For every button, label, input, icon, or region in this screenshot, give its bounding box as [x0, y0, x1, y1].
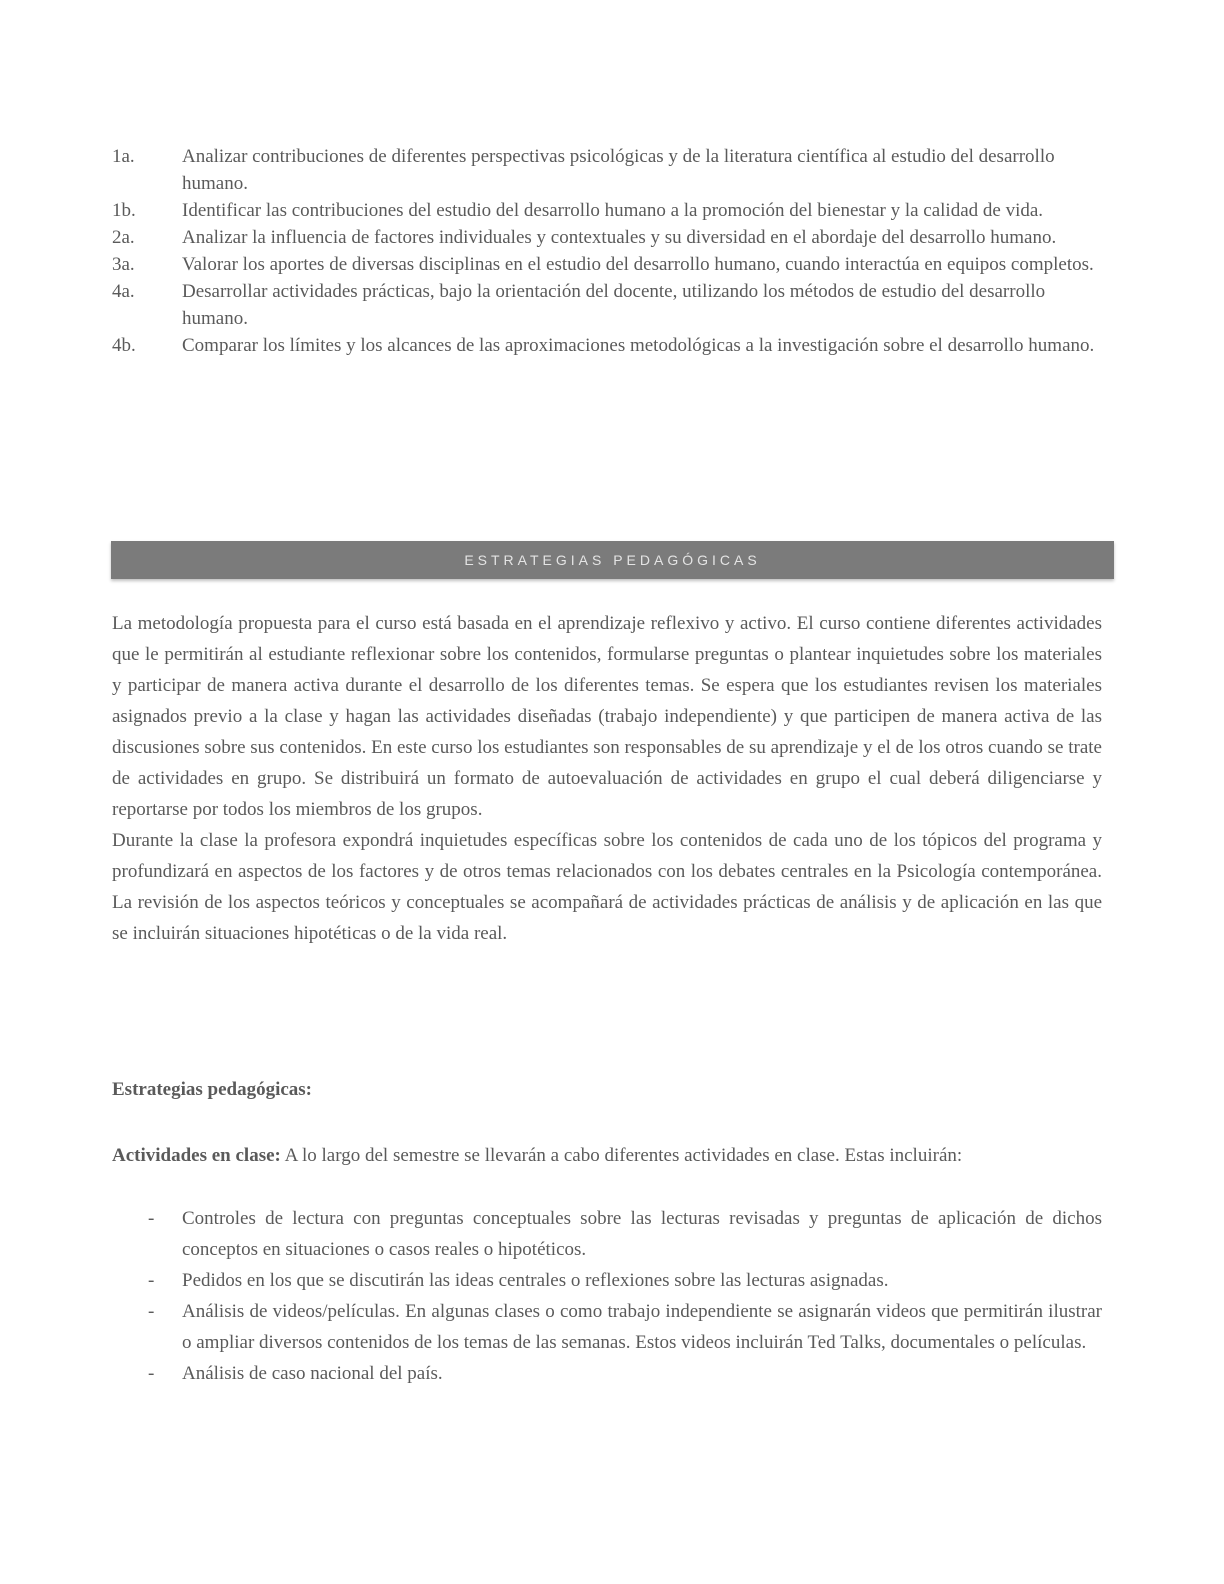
objectives-list — [112, 143, 1102, 359]
list-item — [112, 1296, 1102, 1358]
objective-number: 4a. — [112, 281, 135, 302]
objective-number: 1b. — [112, 200, 136, 221]
list-item — [112, 1203, 1102, 1265]
paragraph: Durante la clase la profesora expondrá inquietudes específicas sobre los contenidos de cada uno de los tópicos del programa y profundizará en aspectos de los factores y de otros temas relacionados con los debates centrales en la Psicología contemporánea. La revisión de los aspectos teóricos y conceptuales se acompañará de actividades prácticas de análisis y de aplicación en las que se incluirán situaciones hipotéticas o de la vida real. — [112, 830, 1102, 944]
objective-number: 2a. — [112, 227, 135, 248]
objective-item — [112, 332, 1102, 359]
bullet-marker: - — [148, 1301, 155, 1322]
activities-intro — [112, 1140, 1102, 1171]
activities-label: Actividades en clase: — [112, 1145, 281, 1166]
objective-number: 3a. — [112, 254, 135, 275]
objective-text: Desarrollar actividades prácticas, bajo la orientación del docente, utilizando los métodos de estudio del desarrollo humano. — [182, 281, 1046, 329]
list-item — [112, 1265, 1102, 1296]
bullet-marker: - — [148, 1363, 155, 1384]
methodology-text — [112, 608, 1102, 949]
list-item-text: Controles de lectura con preguntas conceptuales sobre las lecturas revisadas y preguntas de aplicación de dichos conceptos en situaciones o casos reales o hipotéticos. — [182, 1208, 1102, 1260]
list-item-text: Análisis de caso nacional del país. — [182, 1363, 443, 1384]
objective-item — [112, 143, 1102, 197]
objective-text: Identificar las contribuciones del estudio del desarrollo humano a la promoción del bienestar y la calidad de vida. — [182, 200, 1044, 221]
paragraph: La metodología propuesta para el curso está basada en el aprendizaje reflexivo y activo. El curso contiene diferentes actividades que le permitirán al estudiante reflexionar sobre los contenidos, formularse preguntas o plantear inquietudes sobre los materiales y participar de manera activa durante el desarrollo de los diferentes temas. Se espera que los estudiantes revisen los materiales asignados previo a la clase y hagan las actividades diseñadas (trabajo independiente) y que participen de manera activa de las discusiones sobre sus contenidos. En este curso los estudiantes son responsables de su aprendizaje y el de los otros cuando se trate de actividades en grupo. Se distribuirá un formato de autoevaluación de actividades en grupo el cual deberá diligenciarse y reportarse por todos los miembros de los grupos. — [112, 613, 1102, 820]
section-header: ESTRATEGIAS PEDAGÓGICAS — [111, 541, 1114, 579]
objective-number: 1a. — [112, 146, 135, 167]
bullet-marker: - — [148, 1208, 155, 1229]
list-item-text: Pedidos en los que se discutirán las ideas centrales o reflexiones sobre las lecturas asignadas. — [182, 1270, 889, 1291]
list-item-text: Análisis de videos/películas. En algunas clases o como trabajo independiente se asignarán videos que permitirán ilustrar o ampliar diversos contenidos de los temas de las semanas. Estos videos incluirán Ted Talks, documentales o películas. — [182, 1301, 1102, 1353]
objective-text: Valorar los aportes de diversas disciplinas en el estudio del desarrollo humano, cuando interactúa en equipos completos. — [182, 254, 1094, 275]
objective-item — [112, 251, 1102, 278]
activities-list — [112, 1203, 1102, 1389]
subheading: Estrategias pedagógicas: — [112, 1079, 313, 1100]
objective-item — [112, 197, 1102, 224]
bullet-marker: - — [148, 1270, 155, 1291]
list-item — [112, 1358, 1102, 1389]
objective-text: Analizar la influencia de factores individuales y contextuales y su diversidad en el abordaje del desarrollo humano. — [182, 227, 1057, 248]
objective-item — [112, 278, 1102, 332]
objective-item — [112, 224, 1102, 251]
activities-intro-text: A lo largo del semestre se llevarán a cabo diferentes actividades en clase. Estas incluirán: — [284, 1145, 963, 1166]
objective-text: Comparar los límites y los alcances de las aproximaciones metodológicas a la investigación sobre el desarrollo humano. — [182, 335, 1095, 356]
objective-number: 4b. — [112, 335, 136, 356]
objective-text: Analizar contribuciones de diferentes perspectivas psicológicas y de la literatura científica al estudio del desarrollo humano. — [182, 146, 1055, 194]
